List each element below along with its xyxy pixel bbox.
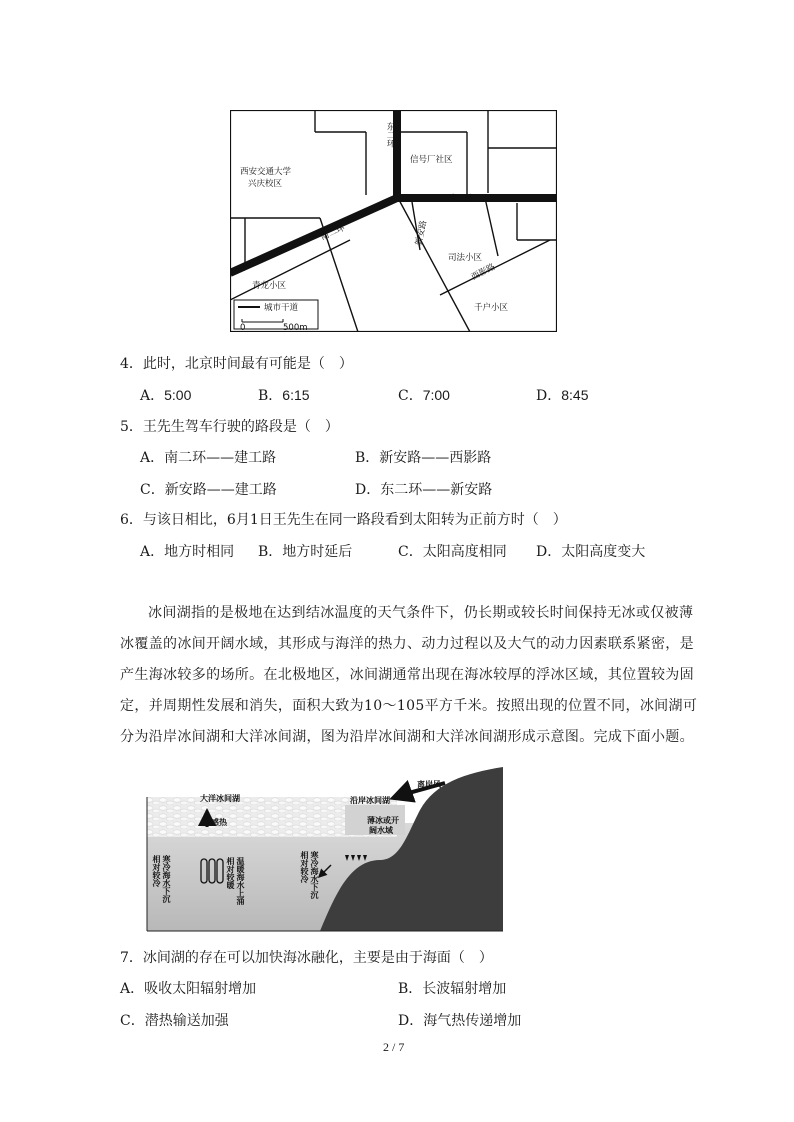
question-number: 7．	[120, 950, 143, 966]
option-text: 5:00	[164, 387, 192, 403]
option-letter: A．	[140, 450, 165, 466]
warm-water-label-2: 相对较暖	[226, 857, 236, 889]
option-text: 7:00	[422, 387, 450, 403]
option-text: 潜热输送加强	[144, 1013, 229, 1029]
option-text: 8:45	[561, 387, 589, 403]
option-letter: D．	[536, 544, 562, 560]
option-letter: C．	[398, 388, 423, 404]
legend-scale-zero: 0	[240, 323, 246, 332]
option-text: 新安路——西影路	[379, 450, 492, 466]
coastal-cold-label-2: 相对较冷	[300, 851, 310, 883]
option-letter: D．	[398, 1013, 424, 1029]
question-5-stem	[120, 416, 339, 436]
option-letter: A．	[120, 981, 145, 997]
q4-option-d[interactable]	[536, 385, 588, 405]
heat-loss-label: 感热	[211, 817, 227, 827]
option-text: 地方时相同	[164, 544, 235, 560]
option-text: 长波辐射增加	[422, 981, 507, 997]
question-4-stem	[120, 353, 353, 373]
q5-option-c[interactable]	[140, 479, 277, 499]
passage-line: 冰间湖指的是极地在达到结冰温度的天气条件下，仍长期或较长时间保持无冰或仅被薄	[148, 605, 694, 621]
option-letter: B．	[258, 544, 283, 560]
question-number: 4．	[120, 356, 143, 372]
q6-option-c[interactable]	[398, 541, 507, 561]
legend-road-label: 城市干道	[264, 303, 299, 313]
ocean-polynya-label: 大洋冰间湖	[200, 793, 240, 803]
option-text: 吸收太阳辐射增加	[144, 981, 257, 997]
q5-option-d[interactable]	[355, 479, 492, 499]
jiangong-label: 建工路	[448, 194, 474, 204]
passage-line: 产生海冰较多的场所。在北极地区，冰间湖通常出现在海冰较厚的浮冰区域，其位置较为固	[120, 667, 694, 683]
q6-option-a[interactable]	[140, 541, 234, 561]
option-letter: C．	[140, 482, 165, 498]
warm-water-label-1: 温暖海水上涌	[236, 857, 246, 905]
sifa-label: 司法小区	[448, 253, 483, 263]
q4-option-a[interactable]	[140, 385, 191, 405]
cold-water-label-1: 寒冷海水下沉	[162, 855, 172, 903]
option-text: 6:15	[282, 387, 310, 403]
option-text: 新安路——建工路	[164, 482, 277, 498]
polynya-diagram	[145, 765, 505, 933]
passage-line: 分为沿岸冰间湖和大洋冰间湖，图为沿岸冰间湖和大洋冰间湖形成示意图。完成下面小题。	[120, 729, 694, 745]
q5-option-a[interactable]	[140, 447, 276, 467]
option-text: 海气热传递增加	[423, 1013, 522, 1029]
qianhu-label: 千户小区	[474, 303, 509, 313]
legend-scale-length: 500m	[283, 323, 308, 332]
option-text: 东二环——新安路	[380, 482, 493, 498]
option-letter: B．	[398, 981, 423, 997]
option-letter: B．	[355, 450, 380, 466]
q7-option-a[interactable]	[120, 978, 256, 998]
question-text: 与该日相比，6月1日王先生在同一路段看到太阳转为正前方时（ ）	[142, 512, 567, 528]
coastal-cold-label-1: 寒冷海水下沉	[310, 851, 320, 899]
question-text: 此时，北京时间最有可能是（ ）	[142, 356, 353, 372]
q7-option-d[interactable]	[398, 1010, 521, 1030]
coastal-polynya-label: 沿岸冰间湖	[350, 795, 390, 805]
offshore-wind-label: 离岸风	[417, 779, 441, 789]
q5-option-b[interactable]	[355, 447, 491, 467]
option-text: 南二环——建工路	[164, 450, 277, 466]
street-map	[230, 110, 557, 332]
nanerhuan-label: 南二环	[319, 223, 347, 243]
xjtu-label-line1: 西安交通大学	[240, 167, 292, 177]
passage-line: 定，并周期性发展和消失，面积大致为10～105平方千米。按照出现的位置不同，冰间湖可	[120, 698, 698, 714]
question-7-stem	[120, 947, 493, 967]
xjtu-label-line2: 兴庆校区	[248, 179, 283, 189]
thin-ice-label-1: 薄冰或开	[367, 815, 399, 825]
question-text: 冰间湖的存在可以加快海冰融化，主要是由于海面（ ）	[142, 950, 493, 966]
option-text: 地方时延后	[282, 544, 353, 560]
option-text: 太阳高度相同	[422, 544, 507, 560]
option-letter: D．	[355, 482, 381, 498]
thin-ice-label-2: 阔水域	[369, 825, 393, 835]
option-letter: A．	[140, 388, 165, 404]
passage-line: 冰覆盖的冰间开阔水域，其形成与海洋的热力、动力过程以及大气的动力因素联系紧密，是	[120, 636, 694, 652]
option-letter: C．	[120, 1013, 145, 1029]
question-6-stem	[120, 509, 567, 529]
qinglong-label: 青龙小区	[252, 281, 287, 291]
q7-option-c[interactable]	[120, 1010, 229, 1030]
option-letter: D．	[536, 388, 562, 404]
q7-option-b[interactable]	[398, 978, 506, 998]
xiying-label: 西影路	[469, 262, 498, 283]
option-text: 太阳高度变大	[561, 544, 646, 560]
q4-option-c[interactable]	[398, 385, 450, 405]
dongerhuan-label: 东二环	[385, 122, 395, 148]
passage	[120, 598, 700, 753]
question-number: 5．	[120, 419, 143, 435]
q6-option-d[interactable]	[536, 541, 645, 561]
option-letter: C．	[398, 544, 423, 560]
q4-option-b[interactable]	[258, 385, 310, 405]
option-letter: A．	[140, 544, 165, 560]
page-number: 2 / 7	[383, 1040, 405, 1054]
q6-option-b[interactable]	[258, 541, 352, 561]
cold-water-label-2: 相对较冷	[152, 855, 162, 887]
xinan-label: 新安路	[414, 219, 430, 247]
question-text: 王先生驾车行驶的路段是（ ）	[142, 419, 339, 435]
xinhao-label: 信号厂社区	[410, 155, 453, 165]
option-letter: B．	[258, 388, 283, 404]
question-number: 6．	[120, 512, 143, 528]
